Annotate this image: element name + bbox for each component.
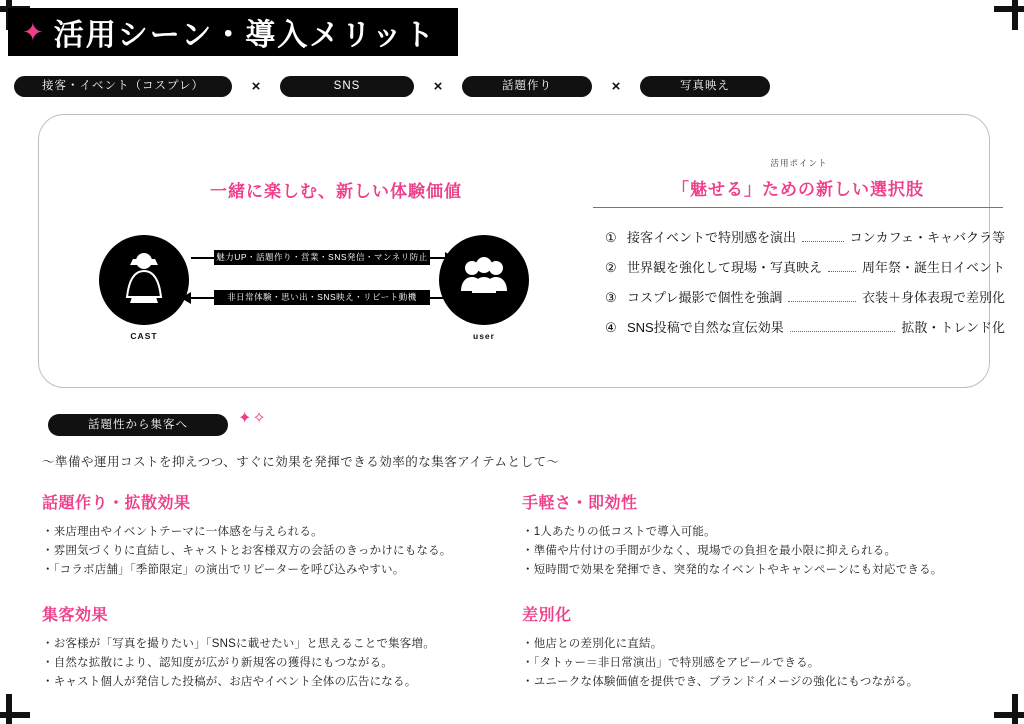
benefit-item: ・「タトゥー＝非日常演出」で特別感をアピールできる。 — [522, 657, 820, 669]
tag-pill-3: 話題作り — [462, 76, 592, 97]
section-lead-text: 〜準備や運用コストを抑えつつ、すぐに効果を発揮できる効率的な集客アイテムとして〜 — [42, 455, 560, 469]
corner-mark-bottom-left-v — [6, 694, 12, 724]
benefit-block — [522, 490, 952, 580]
point-result: 周年祭・誕生日イベント — [861, 260, 1005, 275]
card-right-heading: 「魅せる」ための新しい選択肢 — [672, 180, 924, 199]
arrow-head-right-icon — [445, 252, 455, 264]
cast-avatar-circle — [99, 235, 189, 325]
sparkle-icon: ✦ — [22, 17, 44, 47]
benefit-item: ・自然な拡散により、認知度が広がり新規客の獲得にもつながる。 — [42, 657, 393, 669]
user-label: user — [473, 331, 495, 341]
point-number: ④ — [605, 320, 617, 335]
card-left-heading: 一緒に楽しむ、新しい体験価値 — [210, 182, 462, 201]
point-number: ① — [605, 230, 617, 245]
cast-label: CAST — [130, 331, 158, 341]
list-item — [605, 317, 1005, 347]
point-result: 衣装＋身体表現で差別化 — [861, 290, 1005, 305]
corner-mark-bottom-left-h — [0, 712, 30, 718]
benefit-item: ・他店との差別化に直結。 — [522, 638, 663, 650]
user-avatar-circle — [439, 235, 529, 325]
arrow-label-bottom: 非日常体験・思い出・SNS映え・リピート動機 — [214, 290, 430, 305]
tag-separator-1: × — [251, 77, 261, 95]
divider — [593, 207, 1003, 208]
list-item — [605, 257, 1005, 287]
tag-pill-4: 写真映え — [640, 76, 770, 97]
benefit-title: 話題作り・拡散効果 — [42, 495, 191, 512]
point-result: コンカフェ・キャバクラ等 — [849, 230, 1005, 245]
list-item — [605, 227, 1005, 257]
point-number: ③ — [605, 290, 617, 305]
benefit-item: ・短時間で効果を発揮でき、突発的なイベントやキャンペーンにも対応できる。 — [522, 564, 943, 576]
benefit-title: 手軽さ・即効性 — [522, 495, 638, 512]
benefit-item: ・ユニークな体験価値を提供でき、ブランドイメージの強化にもつながる。 — [522, 676, 919, 688]
benefit-item: ・1人あたりの低コストで導入可能。 — [522, 526, 716, 538]
point-text: コスプレ撮影で個性を強調 — [627, 290, 783, 305]
tag-row — [14, 74, 914, 98]
benefits-column-right — [522, 490, 952, 714]
benefit-block — [42, 490, 512, 580]
benefit-item: ・キャスト個人が発信した投稿が、お店やイベント全体の広告になる。 — [42, 676, 417, 688]
benefit-item: ・お客様が「写真を撮りたい」「SNSに載せたい」と思えることで集客増。 — [42, 638, 435, 650]
point-result: 拡散・トレンド化 — [901, 320, 1005, 335]
benefit-item: ・「コラボ店舗」「季節限定」の演出でリピーターを呼び込みやすい。 — [42, 564, 405, 576]
benefit-title: 差別化 — [522, 607, 572, 624]
section-label: 話題性から集客へ — [48, 414, 228, 436]
corner-mark-bottom-right-v — [1012, 694, 1018, 724]
corner-mark-top-right-h — [994, 6, 1024, 12]
page-title-bar — [8, 8, 458, 56]
benefit-item: ・雰囲気づくりに直結し、キャストとお客様双方の会話のきっかけにもなる。 — [42, 545, 452, 557]
benefit-item: ・来店理由やイベントテーマに一体感を与えられる。 — [42, 526, 323, 538]
point-text: 世界観を強化して現場・写真映え — [627, 260, 823, 275]
benefit-item: ・準備や片付けの手間が少なく、現場での負担を最小限に抑えられる。 — [522, 545, 897, 557]
leader-dots — [788, 301, 856, 302]
tag-pill-1: 接客・イベント（コスプレ） — [14, 76, 232, 97]
tag-separator-2: × — [433, 77, 443, 95]
arrow-head-left-icon — [181, 292, 191, 304]
page-title: 活用シーン・導入メリット — [53, 19, 436, 52]
leader-dots — [802, 241, 844, 242]
benefit-block — [522, 602, 952, 692]
benefit-title: 集客効果 — [42, 607, 109, 624]
corner-mark-top-right-v — [1012, 0, 1018, 30]
point-text: SNS投稿で自然な宣伝効果 — [627, 320, 784, 335]
tag-pill-2: SNS — [280, 76, 414, 97]
point-number: ② — [605, 260, 617, 275]
corner-mark-bottom-right-h — [994, 712, 1024, 718]
leader-dots — [828, 271, 856, 272]
benefit-block — [42, 602, 512, 692]
leader-dots — [790, 331, 896, 332]
card-right-kicker: 活用ポイント — [770, 158, 828, 168]
concept-card — [38, 114, 1005, 388]
sparkle-icon: ✦✧ — [238, 410, 267, 427]
point-text: 接客イベントで特別感を演出 — [627, 230, 797, 245]
tag-separator-3: × — [611, 77, 621, 95]
benefits-column-left — [42, 490, 512, 714]
usage-point-list — [605, 227, 1005, 347]
arrow-label-top: 魅力UP・話題作り・営業・SNS発信・マンネリ防止 — [214, 250, 430, 265]
list-item — [605, 287, 1005, 317]
